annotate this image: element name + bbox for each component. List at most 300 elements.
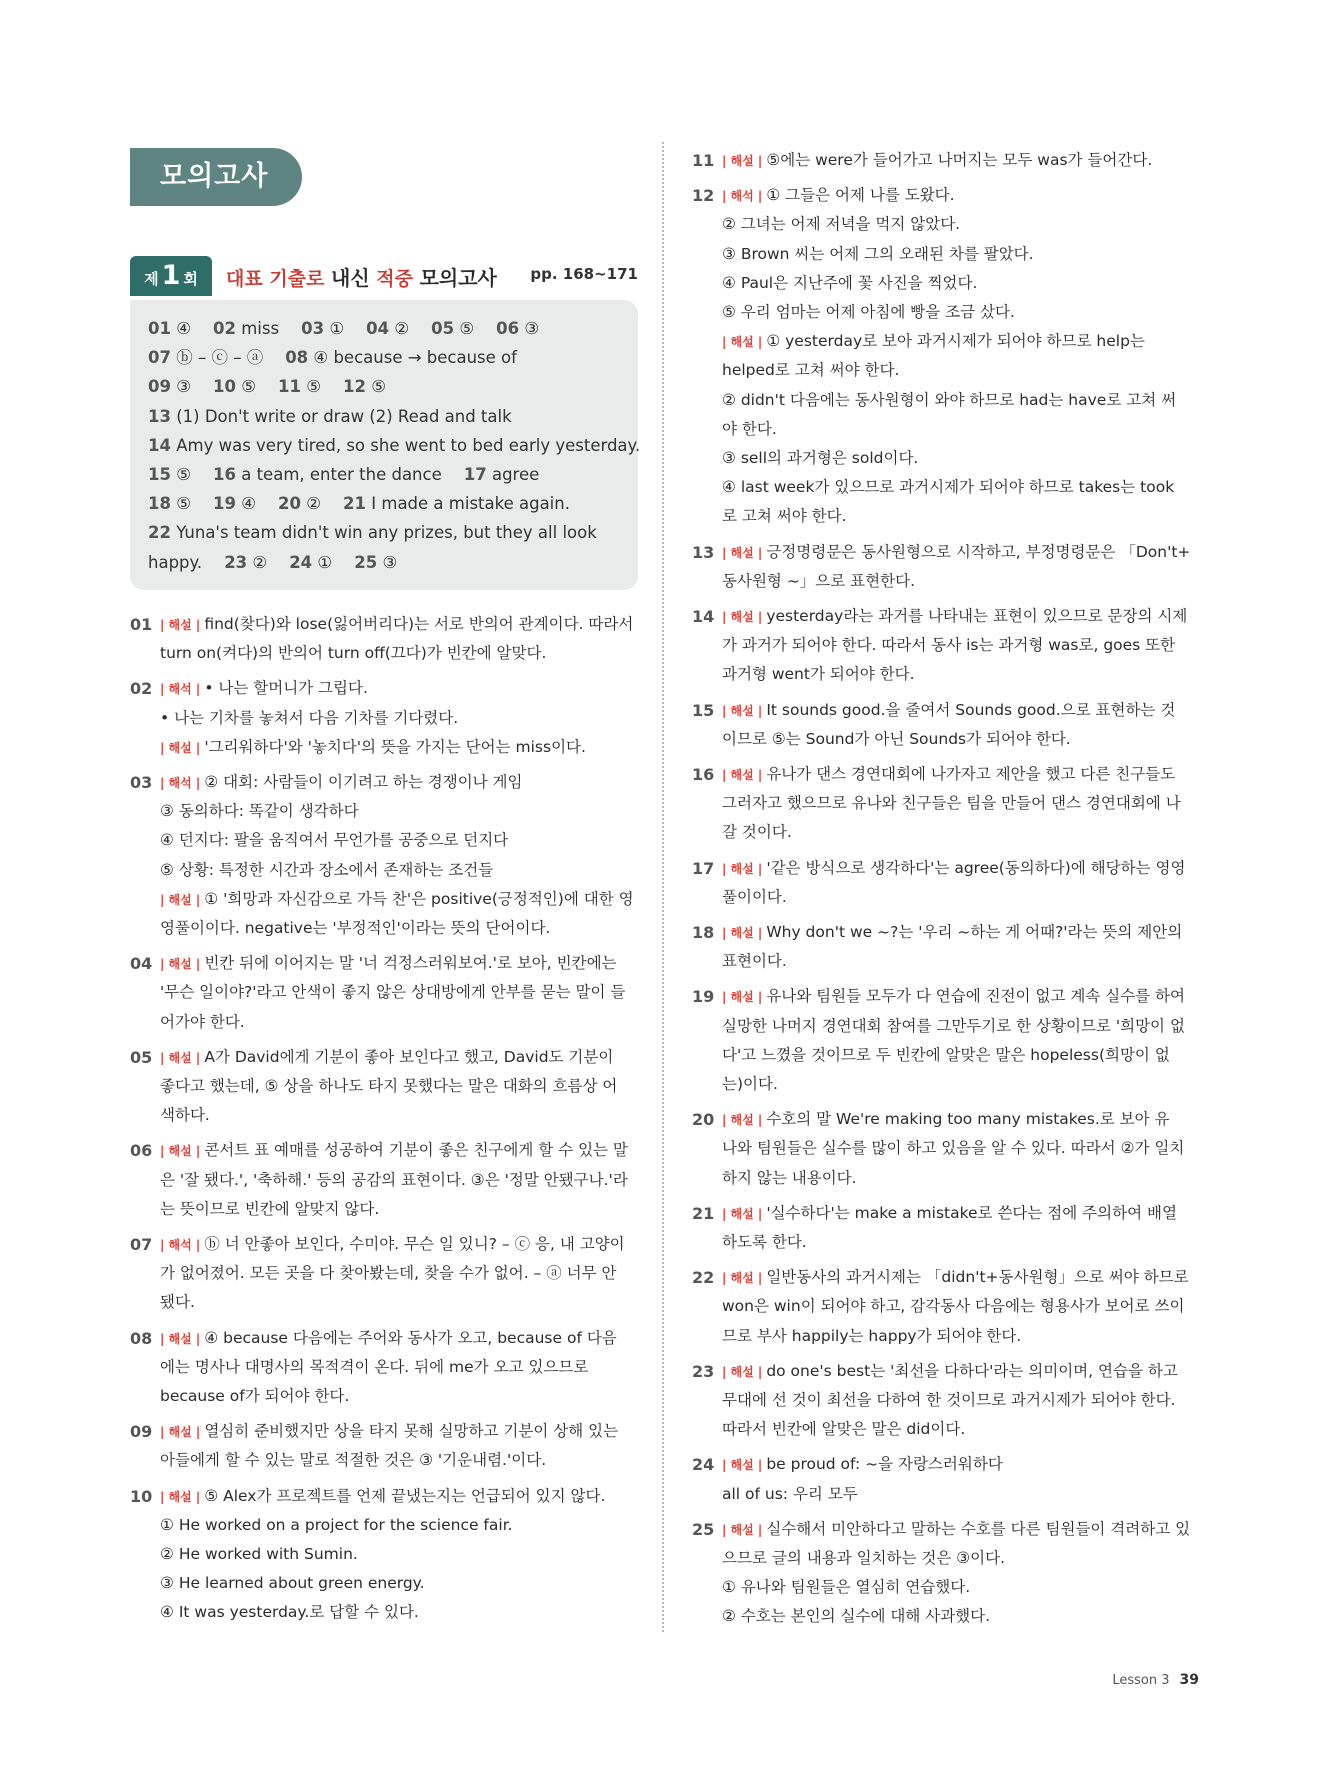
line-text: 됐다.	[160, 1293, 195, 1312]
explanation-line	[692, 725, 1198, 754]
answer-row	[148, 548, 620, 577]
answer-number: 11	[278, 377, 301, 397]
explanation-text	[160, 704, 458, 733]
explanation-text	[160, 1446, 546, 1475]
explanation-line	[692, 538, 1198, 567]
answer-value: ②	[394, 319, 410, 338]
answer-value: ⑤	[371, 377, 387, 397]
explanation-line	[130, 610, 638, 639]
explanation-text	[160, 1136, 628, 1166]
explanation-line	[692, 818, 1198, 847]
explanation-line	[692, 1357, 1198, 1386]
explanation-text	[160, 768, 523, 798]
line-text: 은 '잘 됐다.', '축하해.' 등의 공감의 표현이다. ③은 '정말 안됐구나.'라	[160, 1170, 628, 1189]
answer-number: 22	[148, 523, 171, 543]
line-text: 무대에 선 것이 최선을 다하여 한 것이므로 과거시제가 되어야 한다.	[722, 1390, 1176, 1409]
explanation-tag: | 해설 |	[722, 545, 763, 560]
explanation-text	[160, 1043, 613, 1073]
explanation-line	[692, 1134, 1198, 1163]
title-part: 내신	[331, 266, 370, 290]
explanation-tag: | 해설 |	[722, 1364, 763, 1379]
answer-number: 07	[148, 348, 171, 368]
explanation-text	[722, 1012, 1185, 1041]
line-text: 수호의 말 We're making too many mistakes.로 보아 유	[766, 1110, 1170, 1129]
answer-number: 13	[148, 406, 171, 426]
explanation-line	[692, 146, 1198, 175]
answer-item	[213, 494, 256, 513]
title-part: 대표 기출로	[226, 268, 331, 290]
explanation-text	[722, 725, 1071, 754]
explanation-line	[692, 918, 1198, 947]
explanation-text	[160, 949, 617, 979]
answer-item	[148, 494, 191, 513]
question-number: 17	[692, 858, 715, 878]
answer-number: 12	[343, 377, 367, 397]
line-text: 므로 부사 happily는 happy가 되어야 한다.	[722, 1326, 1022, 1345]
explanation-item	[692, 918, 1198, 976]
explanation-line	[692, 298, 1198, 327]
answer-number: 23	[224, 552, 248, 572]
answer-value: ③	[524, 319, 540, 338]
explanation-item	[692, 982, 1198, 1099]
answer-item	[354, 553, 397, 572]
explanation-line	[130, 1598, 638, 1627]
answer-value: happy.	[148, 552, 203, 572]
explanation-line	[130, 1382, 638, 1411]
answer-item	[148, 348, 263, 367]
explanation-text	[722, 1386, 1176, 1415]
answer-value: Amy was very tired, so she went to bed early yesterday.	[176, 435, 641, 455]
answer-item	[496, 319, 539, 338]
column-divider	[662, 142, 664, 1632]
explanation-line	[692, 415, 1198, 444]
line-text: 일반동사의 과거시제는 「didn't+동사원형」으로 써야 하므로	[766, 1268, 1189, 1287]
explanation-text	[160, 856, 493, 885]
answer-value: ⑤	[241, 377, 257, 397]
explanation-text	[722, 1515, 1190, 1545]
explanation-tag: | 해설 |	[160, 1489, 201, 1504]
explanation-line	[692, 1573, 1198, 1602]
explanation-item	[692, 1450, 1198, 1508]
explanation-line	[130, 949, 638, 978]
line-text: A가 David에게 기분이 좋아 보인다고 했고, David도 기분이	[204, 1047, 614, 1066]
answer-item	[431, 319, 474, 338]
answer-key-box	[130, 300, 641, 590]
explanation-line	[692, 444, 1198, 473]
explanation-text	[722, 240, 1034, 269]
line-text: 색하다.	[160, 1106, 210, 1125]
explanation-line	[692, 240, 1198, 269]
answer-item	[148, 465, 191, 484]
page-range: pp. 168~171	[530, 265, 638, 283]
line-text: '무슨 일이야?'라고 안색이 좋지 않은 상대방에게 안부를 묻는 말이 들	[160, 983, 626, 1002]
explanation-item	[130, 674, 638, 762]
explanation-line	[130, 885, 638, 914]
line-text: yesterday라는 과거를 나타내는 표현이 있으므로 문장의 시제	[766, 607, 1188, 625]
explanation-text	[722, 146, 1152, 176]
explanation-text	[722, 502, 847, 531]
explanation-tag: | 해설 |	[722, 861, 763, 876]
line-text: ④ because 다음에는 주어와 동사가 오고, because of 다음	[204, 1328, 617, 1347]
explanation-line	[130, 1072, 638, 1101]
line-text: ③ Brown 씨는 어제 그의 오래된 차를 팔았다.	[722, 244, 1034, 263]
explanation-line	[130, 1288, 638, 1317]
explanation-text	[160, 1569, 425, 1598]
line-text: 에는 명사나 대명사의 목적격이 온다. 뒤에 me가 오고 있으므로	[160, 1357, 589, 1376]
question-number: 19	[692, 987, 715, 1007]
explanation-text	[160, 674, 368, 704]
line-text: ④ last week가 있으므로 과거시제가 되어야 하므로 takes는 took	[722, 478, 1175, 497]
explanation-tag: | 해설 |	[722, 1206, 763, 1221]
line-text: ④ 던지다: 팔을 움직여서 무언가를 공중으로 던지다	[160, 831, 509, 850]
explanation-line	[130, 978, 638, 1007]
answer-row	[148, 314, 620, 343]
answer-value: ⑤	[306, 377, 322, 397]
answer-row	[148, 343, 620, 372]
explanation-text	[722, 298, 1015, 327]
question-number: 12	[692, 186, 715, 206]
explanation-line	[130, 704, 638, 733]
explanation-text	[722, 1415, 965, 1444]
line-text: ① 유나와 팀원들은 열심히 연습했다.	[722, 1578, 971, 1597]
explanation-line	[130, 914, 638, 943]
line-text: 빈칸 뒤에 이어지는 말 '너 걱정스러워보여.'로 보아, 빈칸에는	[204, 954, 617, 973]
explanation-text	[722, 883, 787, 912]
line-text: 실망한 나머지 경연대회 참여를 그만두기로 한 상황이므로 '희망이 없	[722, 1016, 1185, 1035]
explanation-text	[160, 1324, 617, 1354]
explanation-text	[722, 1164, 857, 1193]
line-text: 야 한다.	[722, 419, 777, 438]
explanation-item	[692, 1357, 1198, 1445]
explanation-tag: | 해설 |	[160, 1425, 201, 1440]
line-text: 어가야 한다.	[160, 1012, 245, 1031]
explanation-text	[722, 660, 915, 689]
line-text: 과거형 went가 되어야 한다.	[722, 665, 915, 684]
explanation-line	[692, 386, 1198, 415]
answer-item	[213, 319, 279, 338]
line-text: 유나가 댄스 경연대회에 나가자고 제안을 했고 다른 친구들도	[766, 765, 1176, 783]
line-text: 유나와 팀원들 모두가 다 연습에 진전이 없고 계속 실수를 하여	[766, 987, 1185, 1006]
explanation-line	[692, 696, 1198, 725]
line-text: ⑤ 우리 엄마는 어제 아침에 빵을 조금 샀다.	[722, 302, 1015, 321]
line-text: ② He worked with Sumin.	[160, 1544, 358, 1563]
explanation-item	[692, 1105, 1198, 1193]
explanation-text	[722, 181, 955, 211]
explanation-item	[130, 1136, 638, 1224]
explanation-item	[692, 602, 1198, 690]
line-text: 동사원형 ~」으로 표현한다.	[722, 571, 915, 590]
answer-value: ③	[382, 552, 398, 572]
answer-number: 19	[213, 494, 236, 514]
explanation-text	[722, 538, 1190, 568]
answer-row	[148, 372, 620, 401]
line-text: ⑤에는 were가 들어가고 나머지는 모두 was가 들어간다.	[766, 151, 1153, 169]
explanation-item	[692, 1199, 1198, 1257]
explanation-line	[692, 760, 1198, 789]
explanation-line	[692, 1263, 1198, 1292]
explanation-text	[722, 1480, 858, 1509]
line-text: 풀이이다.	[722, 887, 787, 906]
explanation-text	[722, 696, 1175, 726]
question-number: 16	[692, 765, 715, 784]
explanation-line	[130, 674, 638, 703]
explanation-line	[692, 1415, 1198, 1444]
explanation-line	[130, 1540, 638, 1569]
answer-value: ⓑ – ⓒ – ⓐ	[176, 348, 264, 368]
line-text: • 나는 할머니가 그립다.	[204, 679, 368, 698]
question-number: 03	[130, 773, 153, 792]
question-number: 15	[692, 700, 715, 720]
answer-item	[148, 436, 640, 455]
explanation-tag: | 해설 |	[160, 618, 201, 632]
answer-item	[148, 319, 191, 338]
question-number: 22	[692, 1268, 715, 1288]
explanation-tag: | 해설 |	[722, 1522, 763, 1537]
explanation-text	[160, 1101, 210, 1130]
line-text: 가 없어졌어. 모든 곳을 다 찾아봤는데, 찾을 수가 없어. – ⓐ 너무 안	[160, 1264, 617, 1283]
explanation-text	[722, 602, 1187, 632]
line-text: 긍정명령문은 동사원형으로 시작하고, 부정명령문은 「Don't+	[766, 542, 1191, 561]
question-number: 04	[130, 954, 153, 974]
explanation-line	[692, 356, 1198, 385]
explanation-item	[130, 1230, 638, 1318]
test-title	[226, 262, 497, 291]
explanation-item	[130, 949, 638, 1037]
explanation-text	[160, 978, 625, 1007]
explanation-line	[692, 789, 1198, 818]
explanation-tag: | 해설 |	[160, 1144, 201, 1159]
section-tab: 모의고사	[130, 148, 302, 206]
line-text: ③ sell의 과거형은 sold이다.	[722, 448, 919, 467]
line-text: Why don't we ~?는 '우리 ~하는 게 어때?'라는 뜻의 제안의	[766, 923, 1183, 941]
explanation-tag: | 해설 |	[722, 990, 763, 1005]
question-number: 07	[130, 1235, 153, 1254]
explanation-tag: | 해석 |	[160, 682, 201, 697]
explanation-text	[722, 1357, 1178, 1387]
question-number: 01	[130, 615, 153, 634]
answer-value: ⑤	[176, 494, 192, 514]
answer-number: 01	[148, 319, 171, 338]
line-text: find(찾다)와 lose(잃어버리다)는 서로 반의어 관계이다. 따라서	[204, 615, 634, 633]
explanation-line	[692, 1386, 1198, 1415]
explanation-tag: | 해설 |	[722, 703, 763, 718]
explanation-item	[692, 1263, 1198, 1351]
line-text: ② 수호는 본인의 실수에 대해 사과했다.	[722, 1607, 991, 1626]
answer-item	[343, 377, 386, 396]
page-number: 39	[1179, 1672, 1199, 1688]
line-text: 갈 것이다.	[722, 823, 792, 842]
answer-value: ①	[317, 552, 333, 572]
line-text: 영풀이이다. negative는 '부정적인'이라는 뜻의 단어이다.	[160, 918, 551, 937]
explanation-text	[160, 1008, 245, 1037]
explanation-item	[130, 1043, 638, 1131]
answer-number: 14	[148, 435, 171, 455]
answer-item	[343, 494, 570, 513]
badge-suffix: 회	[183, 270, 198, 288]
explanation-line	[692, 602, 1198, 631]
explanation-line	[130, 797, 638, 826]
explanation-line	[130, 1230, 638, 1259]
explanation-line	[692, 1070, 1198, 1099]
test-header	[130, 256, 638, 296]
answer-value: ④	[241, 494, 257, 514]
line-text: 다'고 느꼈을 것이므로 두 빈칸에 알맞은 말은 hopeless(희망이 없	[722, 1045, 1170, 1064]
explanation-text	[160, 1482, 605, 1512]
line-text: ① '희망과 자신감으로 가득 찬'은 positive(긍정적인)에 대한 영	[204, 889, 634, 908]
explanation-line	[692, 631, 1198, 660]
line-text: 콘서트 표 예매를 성공하여 기분이 좋은 친구에게 할 수 있는 말	[204, 1141, 628, 1160]
explanation-text	[722, 918, 1182, 948]
explanation-text	[160, 1195, 379, 1224]
question-number: 13	[692, 542, 715, 562]
explanation-line	[692, 1544, 1198, 1573]
question-number: 08	[130, 1328, 153, 1348]
explanation-item	[130, 768, 638, 943]
line-text: ② 대회: 사람들이 이기려고 하는 경쟁이나 게임	[204, 773, 523, 791]
explanation-line	[692, 567, 1198, 596]
explanation-text	[722, 760, 1175, 790]
title-part: 적중	[369, 268, 420, 290]
explanation-item	[692, 538, 1198, 596]
answer-number: 15	[148, 464, 171, 484]
answer-value: (1) Don't write or draw (2) Read and talk	[176, 406, 512, 426]
line-text: helped로 고쳐 써야 한다.	[722, 361, 900, 380]
answer-row	[148, 489, 620, 518]
question-number: 21	[692, 1203, 715, 1223]
explanation-line	[692, 1292, 1198, 1321]
answer-item	[278, 494, 321, 513]
explanation-text	[722, 631, 1175, 660]
explanation-text	[160, 1072, 617, 1101]
explanation-text	[722, 1070, 778, 1099]
explanation-tag: | 해설 |	[722, 154, 763, 168]
question-number: 09	[130, 1422, 153, 1442]
answer-item	[464, 465, 540, 484]
explanation-text	[160, 914, 550, 943]
explanation-text	[722, 1199, 1177, 1229]
explanation-item	[130, 610, 638, 668]
line-text: ⑤ Alex가 프로젝트를 언제 끝냈는지는 언급되어 있지 않다.	[204, 1486, 606, 1505]
explanation-item	[692, 854, 1198, 912]
line-text: 로 고쳐 써야 한다.	[722, 507, 847, 526]
explanation-text	[722, 947, 787, 976]
explanation-text	[160, 1288, 195, 1317]
page-footer	[1112, 1672, 1199, 1688]
line-text: all of us: 우리 모두	[722, 1484, 858, 1503]
explanation-tag: | 해석 |	[160, 1238, 201, 1252]
explanation-line	[130, 1101, 638, 1130]
explanation-line	[692, 1012, 1198, 1041]
explanation-text	[722, 1322, 1021, 1351]
answer-item	[213, 465, 442, 484]
explanation-line	[130, 1195, 638, 1224]
answer-value: miss	[241, 319, 280, 338]
explanation-tag: | 해설 |	[160, 1050, 201, 1065]
line-text: 실수해서 미안하다고 말하는 수호를 다른 팀원들이 격려하고 있	[766, 1519, 1191, 1538]
answer-value: ②	[306, 494, 322, 514]
explanation-text	[722, 1041, 1170, 1070]
explanation-text	[722, 1573, 970, 1602]
line-text: 따라서 빈칸에 알맞은 말은 did이다.	[722, 1420, 966, 1439]
explanation-tag: | 해설 |	[160, 957, 201, 972]
explanation-line	[130, 1324, 638, 1353]
answer-item	[224, 553, 267, 572]
answer-number: 03	[301, 319, 325, 338]
explanation-tag: | 해설 |	[722, 1113, 763, 1128]
title-part: 모의고사	[419, 266, 497, 290]
line-text: ⓑ 너 안좋아 보인다, 수미야. 무슨 일 있니? – ⓒ 응, 내 고양이	[204, 1235, 625, 1253]
line-text: 는)이다.	[722, 1074, 778, 1093]
answer-item	[289, 553, 332, 572]
explanation-text	[722, 356, 899, 385]
explanation-line	[130, 1353, 638, 1382]
explanation-line	[692, 883, 1198, 912]
explanation-text	[160, 1511, 513, 1540]
explanation-tag: | 해석 |	[722, 189, 763, 204]
explanation-text	[160, 1259, 617, 1288]
badge-number: 1	[161, 260, 181, 291]
question-number: 24	[692, 1455, 715, 1475]
explanation-text	[722, 818, 792, 847]
explanation-text	[722, 1602, 990, 1631]
answer-value: ④ because → because of	[313, 348, 517, 368]
answer-row	[148, 431, 641, 460]
explanation-line	[130, 639, 638, 668]
explanation-line	[130, 856, 638, 885]
explanation-tag: | 해설 |	[160, 1331, 201, 1346]
line-text: 열심히 준비했지만 상을 타지 못해 실망하고 기분이 상해 있는	[204, 1422, 619, 1441]
explanation-text	[722, 1134, 1184, 1163]
answer-value: ⑤	[176, 464, 192, 484]
test-number-badge	[130, 256, 212, 296]
explanation-text	[722, 789, 1181, 818]
line-text: • 나는 기차를 놓쳐서 다음 기차를 기다렸다.	[160, 708, 459, 727]
explanation-item	[692, 696, 1198, 754]
line-text: 좋다고 했는데, ⑤ 상을 하나도 타지 못했다는 말은 대화의 흐름상 어	[160, 1076, 618, 1095]
answer-number: 21	[343, 494, 367, 514]
answer-value: Yuna's team didn't win any prizes, but they all look	[176, 523, 597, 543]
answer-item	[213, 377, 256, 396]
explanation-text	[160, 1230, 625, 1260]
answer-number: 06	[496, 319, 520, 338]
answer-number: 16	[213, 464, 236, 484]
explanation-line	[692, 1228, 1198, 1257]
question-number: 25	[692, 1519, 715, 1539]
explanation-tag: | 해설 |	[160, 740, 201, 755]
explanation-item	[130, 1324, 638, 1412]
explanation-line	[692, 1164, 1198, 1193]
explanation-text	[160, 1353, 588, 1382]
explanation-text	[722, 386, 1176, 415]
answer-item	[285, 348, 517, 367]
answer-number: 18	[148, 494, 171, 514]
answer-number: 10	[213, 377, 236, 397]
explanation-text	[722, 982, 1185, 1012]
explanation-tag: | 해설 |	[722, 610, 763, 624]
line-text: 가 과거가 되어야 한다. 따라서 동사 is는 과거형 was로, goes 또한	[722, 636, 1176, 655]
explanation-item	[692, 181, 1198, 531]
answer-item	[278, 377, 321, 396]
question-number: 10	[130, 1486, 153, 1506]
line-text: ③ He learned about green energy.	[160, 1574, 425, 1593]
explanation-text	[160, 797, 359, 826]
explanation-line	[692, 1041, 1198, 1070]
question-number: 18	[692, 923, 715, 942]
explanation-line	[130, 1446, 638, 1475]
line-text: 하지 않는 내용이다.	[722, 1168, 857, 1187]
explanation-line	[130, 1259, 638, 1288]
explanation-tag: | 해설 |	[722, 1271, 763, 1286]
